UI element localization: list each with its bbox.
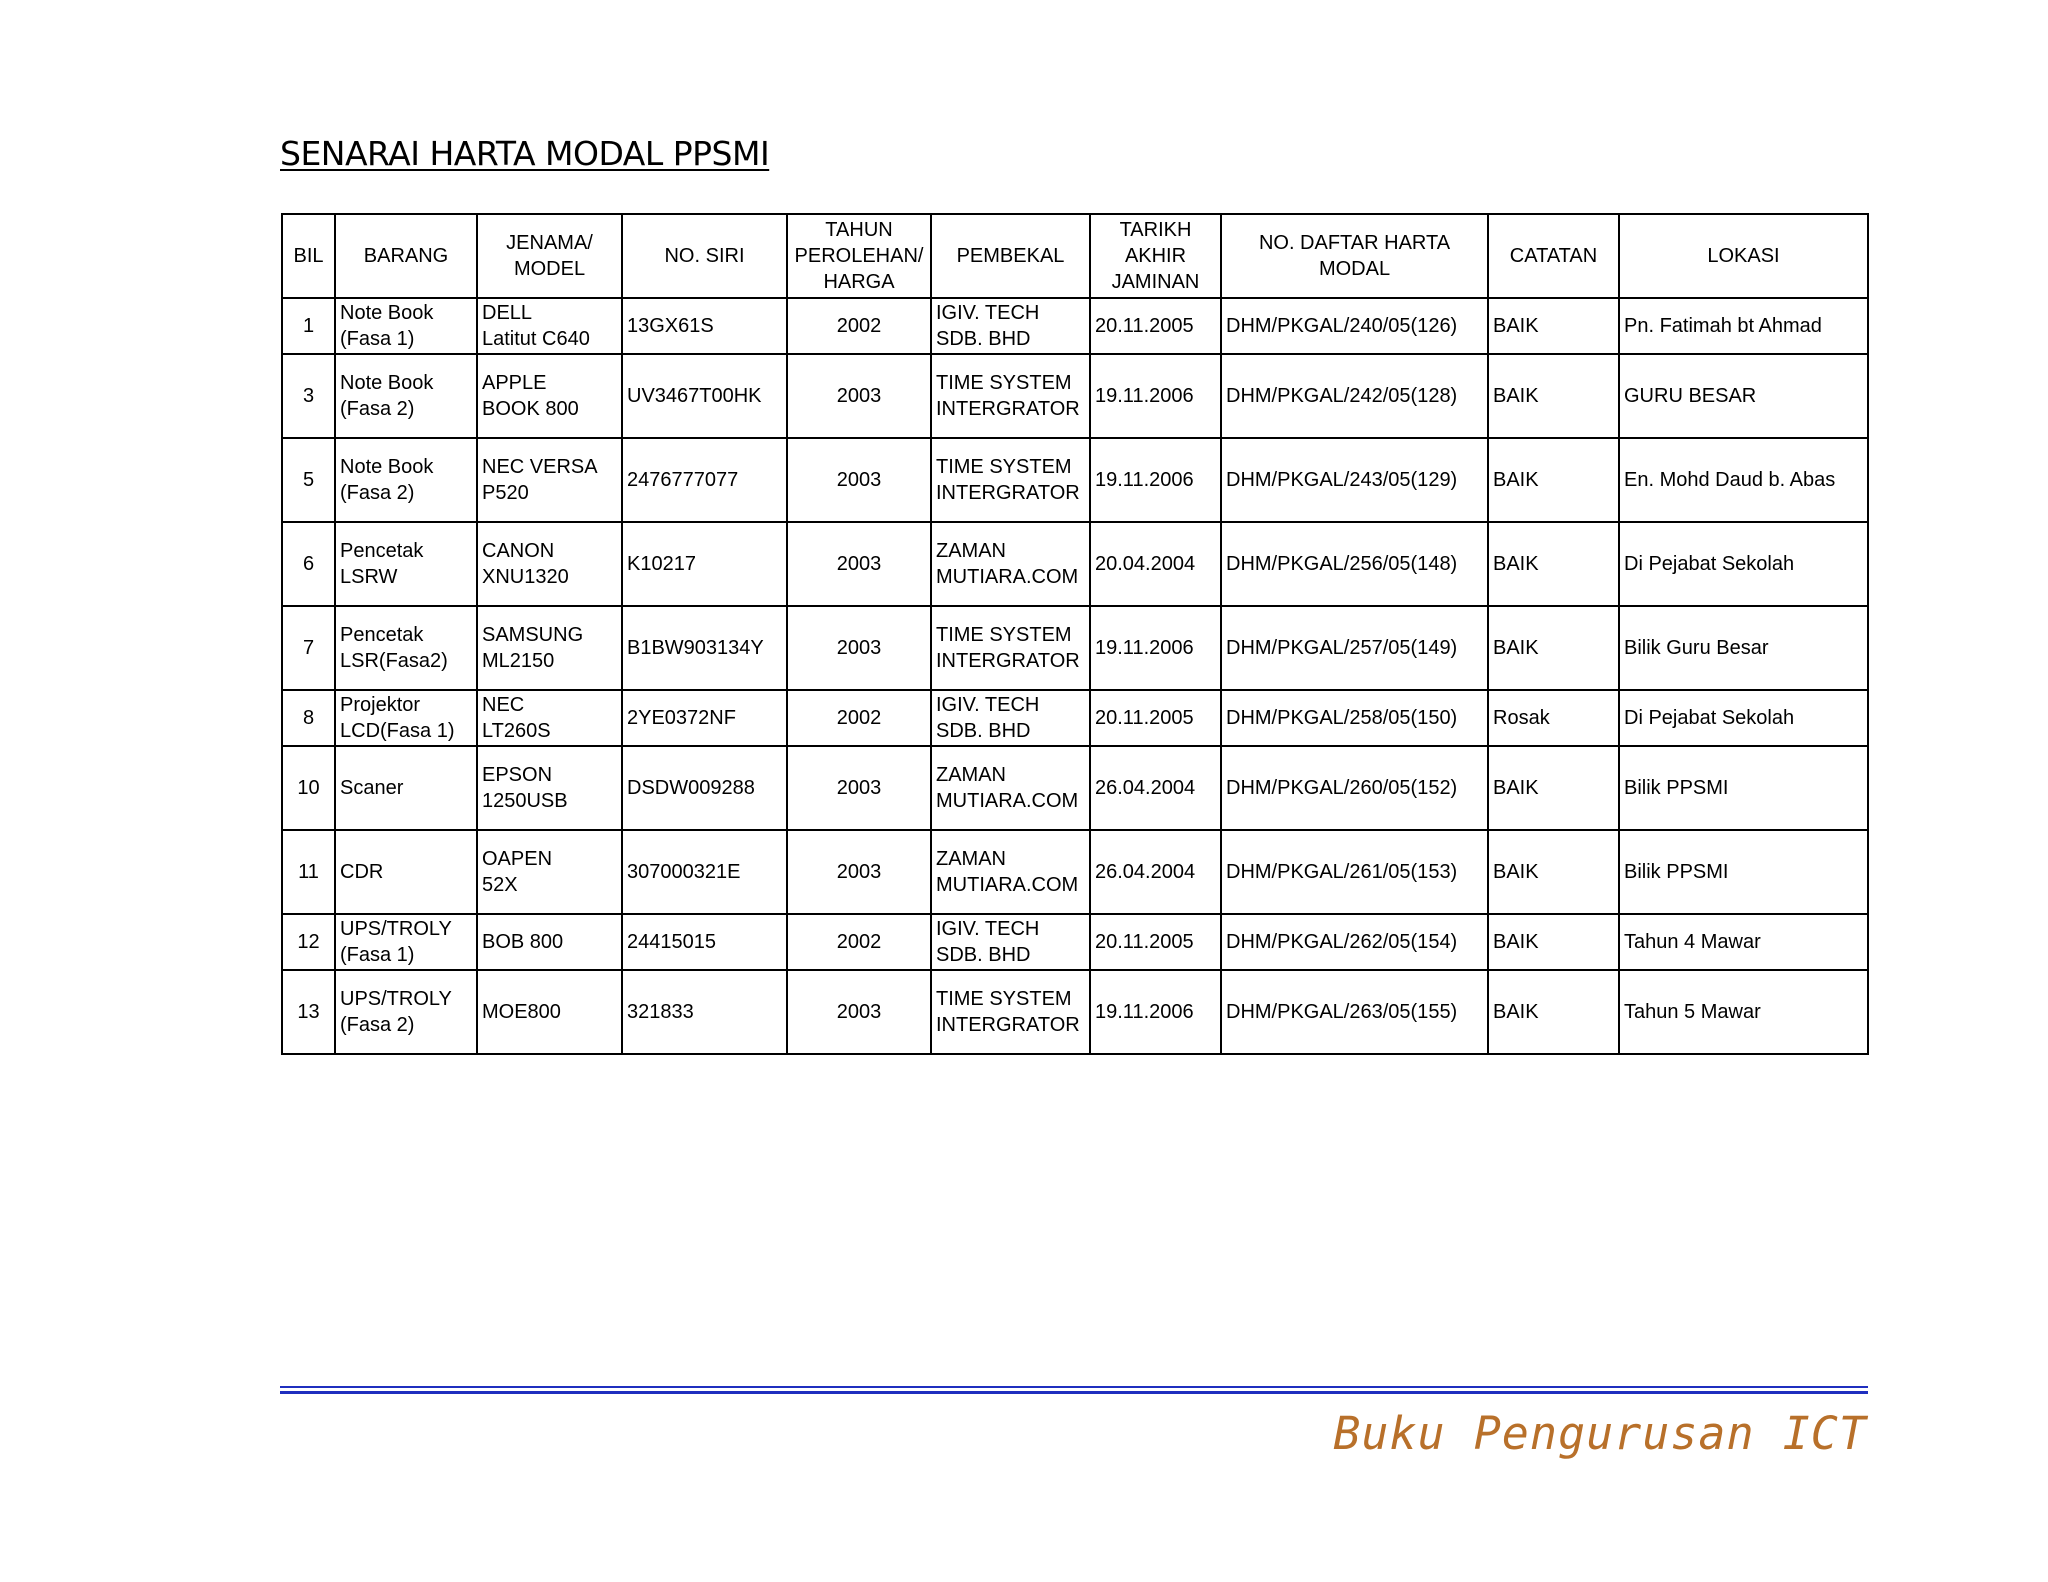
cell-bil: 3 (282, 354, 335, 438)
header-barang: BARANG (335, 214, 477, 298)
cell-tahun: 2002 (787, 690, 931, 746)
cell-barang: Pencetak LSRW (335, 522, 477, 606)
cell-catatan: BAIK (1488, 970, 1619, 1054)
cell-bil: 10 (282, 746, 335, 830)
cell-lokasi: GURU BESAR (1619, 354, 1868, 438)
header-lokasi: LOKASI (1619, 214, 1868, 298)
cell-jenama: BOB 800 (477, 914, 622, 970)
cell-tahun: 2003 (787, 746, 931, 830)
cell-bil: 7 (282, 606, 335, 690)
header-no-siri: NO. SIRI (622, 214, 787, 298)
cell-tahun: 2003 (787, 830, 931, 914)
cell-jenama: MOE800 (477, 970, 622, 1054)
cell-catatan: BAIK (1488, 438, 1619, 522)
footer-title: Buku Pengurusan ICT (1333, 1407, 1867, 1460)
cell-jenama: EPSON 1250USB (477, 746, 622, 830)
asset-table (281, 213, 1869, 1055)
cell-daftar: DHM/PKGAL/256/05(148) (1221, 522, 1488, 606)
cell-tahun: 2002 (787, 298, 931, 354)
cell-barang: Note Book (Fasa 2) (335, 438, 477, 522)
cell-jenama: SAMSUNG ML2150 (477, 606, 622, 690)
table-row (282, 298, 1868, 354)
cell-siri: 24415015 (622, 914, 787, 970)
cell-tarikh: 20.11.2005 (1090, 298, 1221, 354)
cell-pembekal: TIME SYSTEM INTERGRATOR (931, 354, 1090, 438)
cell-siri: B1BW903134Y (622, 606, 787, 690)
cell-barang: CDR (335, 830, 477, 914)
cell-catatan: BAIK (1488, 298, 1619, 354)
cell-siri: 321833 (622, 970, 787, 1054)
cell-tarikh: 20.04.2004 (1090, 522, 1221, 606)
cell-tahun: 2003 (787, 970, 931, 1054)
cell-catatan: Rosak (1488, 690, 1619, 746)
cell-siri: 307000321E (622, 830, 787, 914)
cell-siri: DSDW009288 (622, 746, 787, 830)
cell-pembekal: TIME SYSTEM INTERGRATOR (931, 970, 1090, 1054)
cell-lokasi: Tahun 5 Mawar (1619, 970, 1868, 1054)
cell-barang: UPS/TROLY (Fasa 2) (335, 970, 477, 1054)
cell-catatan: BAIK (1488, 522, 1619, 606)
cell-jenama: APPLE BOOK 800 (477, 354, 622, 438)
footer-divider (280, 1386, 1868, 1394)
table-row (282, 522, 1868, 606)
cell-barang: Note Book (Fasa 1) (335, 298, 477, 354)
cell-jenama: DELL Latitut C640 (477, 298, 622, 354)
page-title: SENARAI HARTA MODAL PPSMI (280, 134, 770, 173)
cell-daftar: DHM/PKGAL/257/05(149) (1221, 606, 1488, 690)
header-no-daftar: NO. DAFTAR HARTA MODAL (1221, 214, 1488, 298)
cell-tahun: 2002 (787, 914, 931, 970)
cell-siri: 2YE0372NF (622, 690, 787, 746)
cell-pembekal: IGIV. TECH SDB. BHD (931, 914, 1090, 970)
cell-daftar: DHM/PKGAL/261/05(153) (1221, 830, 1488, 914)
cell-tahun: 2003 (787, 354, 931, 438)
cell-tahun: 2003 (787, 522, 931, 606)
cell-daftar: DHM/PKGAL/260/05(152) (1221, 746, 1488, 830)
cell-bil: 8 (282, 690, 335, 746)
cell-pembekal: ZAMAN MUTIARA.COM (931, 522, 1090, 606)
header-tarikh-akhir-jaminan: TARIKH AKHIR JAMINAN (1090, 214, 1221, 298)
cell-catatan: BAIK (1488, 746, 1619, 830)
cell-siri: UV3467T00HK (622, 354, 787, 438)
cell-barang: Note Book (Fasa 2) (335, 354, 477, 438)
cell-siri: K10217 (622, 522, 787, 606)
cell-siri: 2476777077 (622, 438, 787, 522)
header-catatan: CATATAN (1488, 214, 1619, 298)
cell-barang: UPS/TROLY (Fasa 1) (335, 914, 477, 970)
table-row (282, 914, 1868, 970)
cell-jenama: NEC VERSA P520 (477, 438, 622, 522)
cell-barang: Pencetak LSR(Fasa2) (335, 606, 477, 690)
cell-tarikh: 19.11.2006 (1090, 354, 1221, 438)
cell-daftar: DHM/PKGAL/262/05(154) (1221, 914, 1488, 970)
cell-catatan: BAIK (1488, 354, 1619, 438)
cell-catatan: BAIK (1488, 914, 1619, 970)
table-row (282, 970, 1868, 1054)
cell-catatan: BAIK (1488, 606, 1619, 690)
cell-pembekal: IGIV. TECH SDB. BHD (931, 690, 1090, 746)
cell-tarikh: 26.04.2004 (1090, 830, 1221, 914)
header-row (282, 214, 1868, 298)
cell-barang: Scaner (335, 746, 477, 830)
cell-tarikh: 26.04.2004 (1090, 746, 1221, 830)
cell-tahun: 2003 (787, 606, 931, 690)
cell-bil: 13 (282, 970, 335, 1054)
cell-pembekal: TIME SYSTEM INTERGRATOR (931, 438, 1090, 522)
cell-daftar: DHM/PKGAL/243/05(129) (1221, 438, 1488, 522)
table-row (282, 354, 1868, 438)
cell-bil: 11 (282, 830, 335, 914)
cell-lokasi: Bilik Guru Besar (1619, 606, 1868, 690)
header-pembekal: PEMBEKAL (931, 214, 1090, 298)
table-row (282, 606, 1868, 690)
cell-lokasi: Bilik PPSMI (1619, 830, 1868, 914)
cell-daftar: DHM/PKGAL/240/05(126) (1221, 298, 1488, 354)
cell-catatan: BAIK (1488, 830, 1619, 914)
cell-bil: 6 (282, 522, 335, 606)
cell-jenama: NEC LT260S (477, 690, 622, 746)
cell-pembekal: ZAMAN MUTIARA.COM (931, 830, 1090, 914)
cell-bil: 5 (282, 438, 335, 522)
cell-tahun: 2003 (787, 438, 931, 522)
cell-lokasi: Pn. Fatimah bt Ahmad (1619, 298, 1868, 354)
cell-bil: 12 (282, 914, 335, 970)
cell-daftar: DHM/PKGAL/242/05(128) (1221, 354, 1488, 438)
table-row (282, 746, 1868, 830)
cell-pembekal: TIME SYSTEM INTERGRATOR (931, 606, 1090, 690)
header-jenama-model: JENAMA/ MODEL (477, 214, 622, 298)
cell-barang: Projektor LCD(Fasa 1) (335, 690, 477, 746)
cell-pembekal: ZAMAN MUTIARA.COM (931, 746, 1090, 830)
table-row (282, 438, 1868, 522)
cell-pembekal: IGIV. TECH SDB. BHD (931, 298, 1090, 354)
cell-lokasi: En. Mohd Daud b. Abas (1619, 438, 1868, 522)
cell-tarikh: 20.11.2005 (1090, 914, 1221, 970)
cell-tarikh: 19.11.2006 (1090, 606, 1221, 690)
table-row (282, 830, 1868, 914)
cell-daftar: DHM/PKGAL/263/05(155) (1221, 970, 1488, 1054)
header-tahun-perolehan: TAHUN PEROLEHAN/ HARGA (787, 214, 931, 298)
cell-lokasi: Bilik PPSMI (1619, 746, 1868, 830)
cell-lokasi: Di Pejabat Sekolah (1619, 522, 1868, 606)
cell-tarikh: 19.11.2006 (1090, 970, 1221, 1054)
cell-jenama: OAPEN 52X (477, 830, 622, 914)
header-bil: BIL (282, 214, 335, 298)
cell-bil: 1 (282, 298, 335, 354)
table-row (282, 690, 1868, 746)
cell-siri: 13GX61S (622, 298, 787, 354)
cell-lokasi: Tahun 4 Mawar (1619, 914, 1868, 970)
cell-lokasi: Di Pejabat Sekolah (1619, 690, 1868, 746)
cell-jenama: CANON XNU1320 (477, 522, 622, 606)
cell-daftar: DHM/PKGAL/258/05(150) (1221, 690, 1488, 746)
cell-tarikh: 19.11.2006 (1090, 438, 1221, 522)
cell-tarikh: 20.11.2005 (1090, 690, 1221, 746)
